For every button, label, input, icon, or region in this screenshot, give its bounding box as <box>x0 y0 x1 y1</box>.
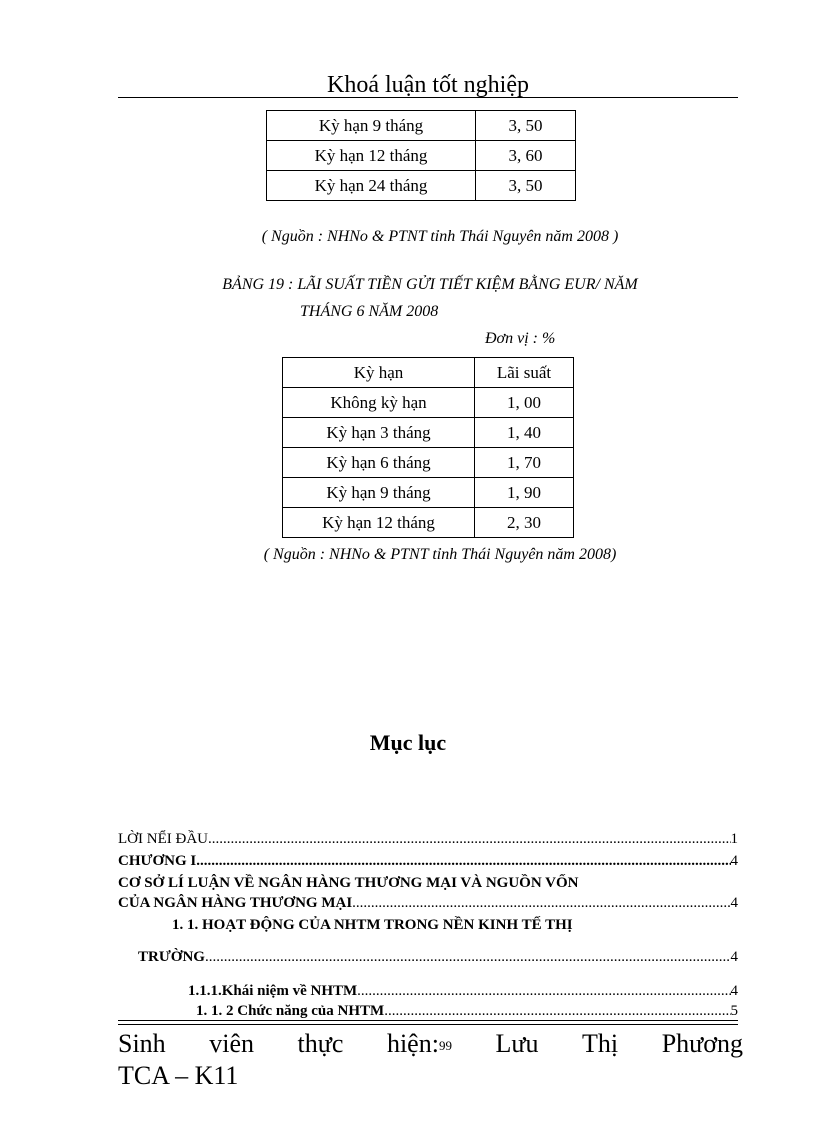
toc-entry-page: 1 <box>730 831 738 847</box>
footer-name-word: Thị <box>582 1029 619 1058</box>
table-row <box>267 171 576 201</box>
table-row <box>283 478 574 508</box>
table-cell-rate: 2, 30 <box>475 508 574 538</box>
footer-word: viên <box>209 1029 254 1058</box>
toc-entry[interactable] <box>172 916 738 934</box>
toc-entry[interactable] <box>118 830 738 848</box>
toc-entry[interactable] <box>118 894 738 912</box>
toc-leader-dots <box>205 948 731 966</box>
table-cell-term: Kỳ hạn 12 tháng <box>283 508 475 538</box>
table-cell-term: Kỳ hạn 9 tháng <box>267 111 476 141</box>
table-cell-rate: 3, 50 <box>476 111 576 141</box>
table-source-note: ( Nguồn : NHNo & PTNT tỉnh Thái Nguyên năm 2008) <box>263 546 617 563</box>
toc-entry-page: 4 <box>730 853 738 869</box>
toc-leader-dots <box>208 830 731 848</box>
footer-name-word: Phương <box>661 1029 743 1058</box>
header-rule <box>118 97 738 98</box>
toc-entry[interactable] <box>138 948 738 966</box>
interest-table-continued <box>266 110 576 201</box>
toc-entry-label: CHƯƠNG I <box>118 853 197 869</box>
footer-word-with-page <box>387 1028 452 1060</box>
table-row <box>267 141 576 171</box>
table-row <box>283 508 574 538</box>
toc-title: Mục lục <box>369 730 447 755</box>
unit-label: Đơn vị : % <box>485 330 556 347</box>
table-source-note: ( Nguồn : NHNo & PTNT tỉnh Thái Nguyên năm 2008 ) <box>261 228 619 245</box>
eur-interest-table <box>282 357 574 538</box>
toc-entry[interactable] <box>118 852 738 870</box>
table-row <box>267 111 576 141</box>
toc-entry-label: 1.1.1.Khái niệm về NHTM <box>188 983 358 999</box>
toc-entry-page: 4 <box>730 983 738 999</box>
table-cell-rate: 3, 50 <box>476 171 576 201</box>
toc-entry-label: CỦA NGÂN HÀNG THƯƠNG MẠI <box>118 895 353 911</box>
toc-leader-dots <box>357 982 730 1000</box>
toc-leader-dots <box>384 1002 730 1020</box>
column-header-term: Kỳ hạn <box>283 358 475 388</box>
table-cell-rate: 1, 40 <box>475 418 574 448</box>
footer-word: Sinh <box>118 1029 166 1058</box>
table-cell-term: Kỳ hạn 3 tháng <box>283 418 475 448</box>
footer-name-word: Lưu <box>495 1029 539 1058</box>
footer-rule <box>118 1020 738 1021</box>
footer-class-line: TCA – K11 <box>118 1061 239 1090</box>
table-cell-term: Kỳ hạn 6 tháng <box>283 448 475 478</box>
table-cell-term: Không kỳ hạn <box>283 388 475 418</box>
footer-word: thực <box>297 1029 344 1058</box>
table-row <box>283 388 574 418</box>
footer-author-line <box>118 1028 743 1060</box>
table-cell-term: Kỳ hạn 12 tháng <box>267 141 476 171</box>
footer-word: hiện: <box>386 1029 439 1058</box>
toc-entry[interactable] <box>196 1002 738 1020</box>
toc-entry[interactable] <box>188 982 738 1000</box>
table-cell-term: Kỳ hạn 24 tháng <box>267 171 476 201</box>
page-header-title: Khoá luận tốt nghiệp <box>327 72 529 98</box>
table-cell-term: Kỳ hạn 9 tháng <box>283 478 475 508</box>
toc-entry-label: 1. 1. HOẠT ĐỘNG CỦA NHTM TRONG NỀN KINH TẾ THỊ <box>172 917 573 933</box>
toc-entry-page: 4 <box>730 895 738 911</box>
column-header-rate: Lãi suất <box>475 358 574 388</box>
toc-entry-label: TRƯỜNG <box>138 949 205 965</box>
table-cell-rate: 1, 90 <box>475 478 574 508</box>
table-caption-line2: THÁNG 6 NĂM 2008 <box>300 303 439 320</box>
table-row <box>283 418 574 448</box>
footer-rule <box>118 1024 738 1025</box>
table-row <box>283 448 574 478</box>
page-number: 99 <box>438 1038 452 1053</box>
table-header-row <box>283 358 574 388</box>
table-caption-line1: BẢNG 19 : LÃI SUẤT TIỀN GỬI TIẾT KIỆM BẰNG EUR/ NĂM <box>222 276 638 293</box>
table-cell-rate: 3, 60 <box>476 141 576 171</box>
toc-leader-dots <box>196 852 730 870</box>
table-cell-rate: 1, 70 <box>475 448 574 478</box>
toc-entry-label: LỜI NỂI ĐẦU <box>118 831 208 847</box>
toc-entry[interactable] <box>118 874 738 892</box>
toc-entry-label: CƠ SỞ LÍ LUẬN VỀ NGÂN HÀNG THƯƠNG MẠI VÀ NGUỒN VỐN <box>118 875 579 891</box>
toc-entry-page: 4 <box>730 949 738 965</box>
toc-entry-page: 5 <box>730 1003 738 1019</box>
table-cell-rate: 1, 00 <box>475 388 574 418</box>
toc-entry-label: 1. 1. 2 Chức năng của NHTM <box>196 1003 385 1019</box>
toc-leader-dots <box>352 894 730 912</box>
